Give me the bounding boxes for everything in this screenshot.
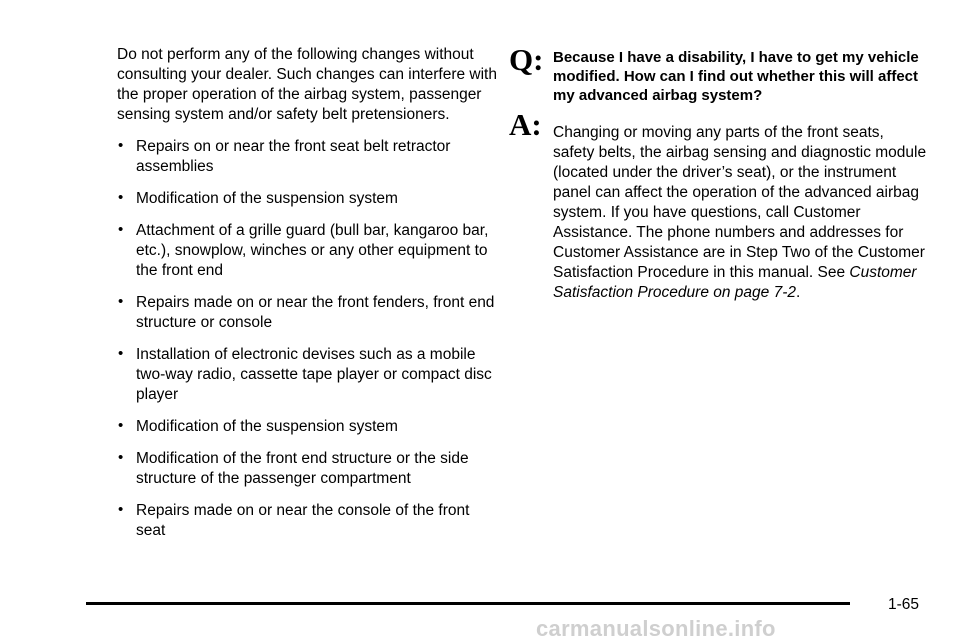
cross-reference-link[interactable]: Customer Satisfaction Procedure on page 7-2	[553, 264, 917, 301]
bullet-icon: •	[118, 449, 124, 466]
footer-rule	[86, 602, 850, 605]
bullet-icon: •	[118, 221, 124, 238]
page-number: 1-65	[888, 596, 920, 613]
intro-paragraph: Do not perform any of the following changes without consulting your dealer. Such changes can interfere with the proper operation of the airbag system, passenger sensing system and/or safety belt pretensioners.	[117, 46, 497, 123]
question-marker: Q:	[509, 42, 544, 77]
list-item: • Modification of the suspension system	[118, 417, 398, 435]
bullet-icon: •	[118, 345, 124, 362]
question-block	[509, 42, 929, 105]
bullet-icon: •	[118, 137, 124, 154]
question-text: Because I have a disability, I have to get my vehicle modified. How can I find out whether this will affect my advanced airbag system?	[553, 49, 919, 104]
bullet-icon: •	[118, 293, 124, 310]
bullet-icon: •	[118, 501, 124, 518]
answer-marker: A:	[509, 107, 542, 142]
answer-block	[509, 107, 929, 303]
list-item: • Installation of electronic devises such as a mobile two-way radio, cassette tape player or compact disc player	[118, 345, 492, 403]
list-item: • Modification of the suspension system	[118, 189, 398, 207]
list-item: • Repairs on or near the front seat belt retractor assemblies	[118, 137, 451, 175]
list-item: • Repairs made on or near the console of the front seat	[118, 501, 470, 539]
changes-list	[117, 137, 497, 541]
bullet-icon: •	[118, 189, 124, 206]
answer-text: Changing or moving any parts of the front seats, safety belts, the airbag sensing and diagnostic module (located under the driver’s seat), or the instrument panel can affect the operation of the advanced airbag system. If you have questions, call Customer Assistance. The phone numbers and addresses for Customer Assistance are in Step Two of the Customer Satisfaction Procedure in this manual. See Customer Satisfaction Procedure on page 7-2.	[553, 124, 927, 301]
list-item: • Modification of the front end structure or the side structure of the passenger compartment	[118, 449, 469, 487]
bullet-icon: •	[118, 417, 124, 434]
right-column	[509, 42, 929, 303]
watermark: carmanualsonline.info	[536, 616, 776, 641]
list-item: • Attachment of a grille guard (bull bar, kangaroo bar, etc.), snowplow, winches or any other equipment to the front end	[118, 221, 489, 279]
list-item: • Repairs made on or near the front fenders, front end structure or console	[118, 293, 495, 331]
left-column	[117, 45, 497, 541]
